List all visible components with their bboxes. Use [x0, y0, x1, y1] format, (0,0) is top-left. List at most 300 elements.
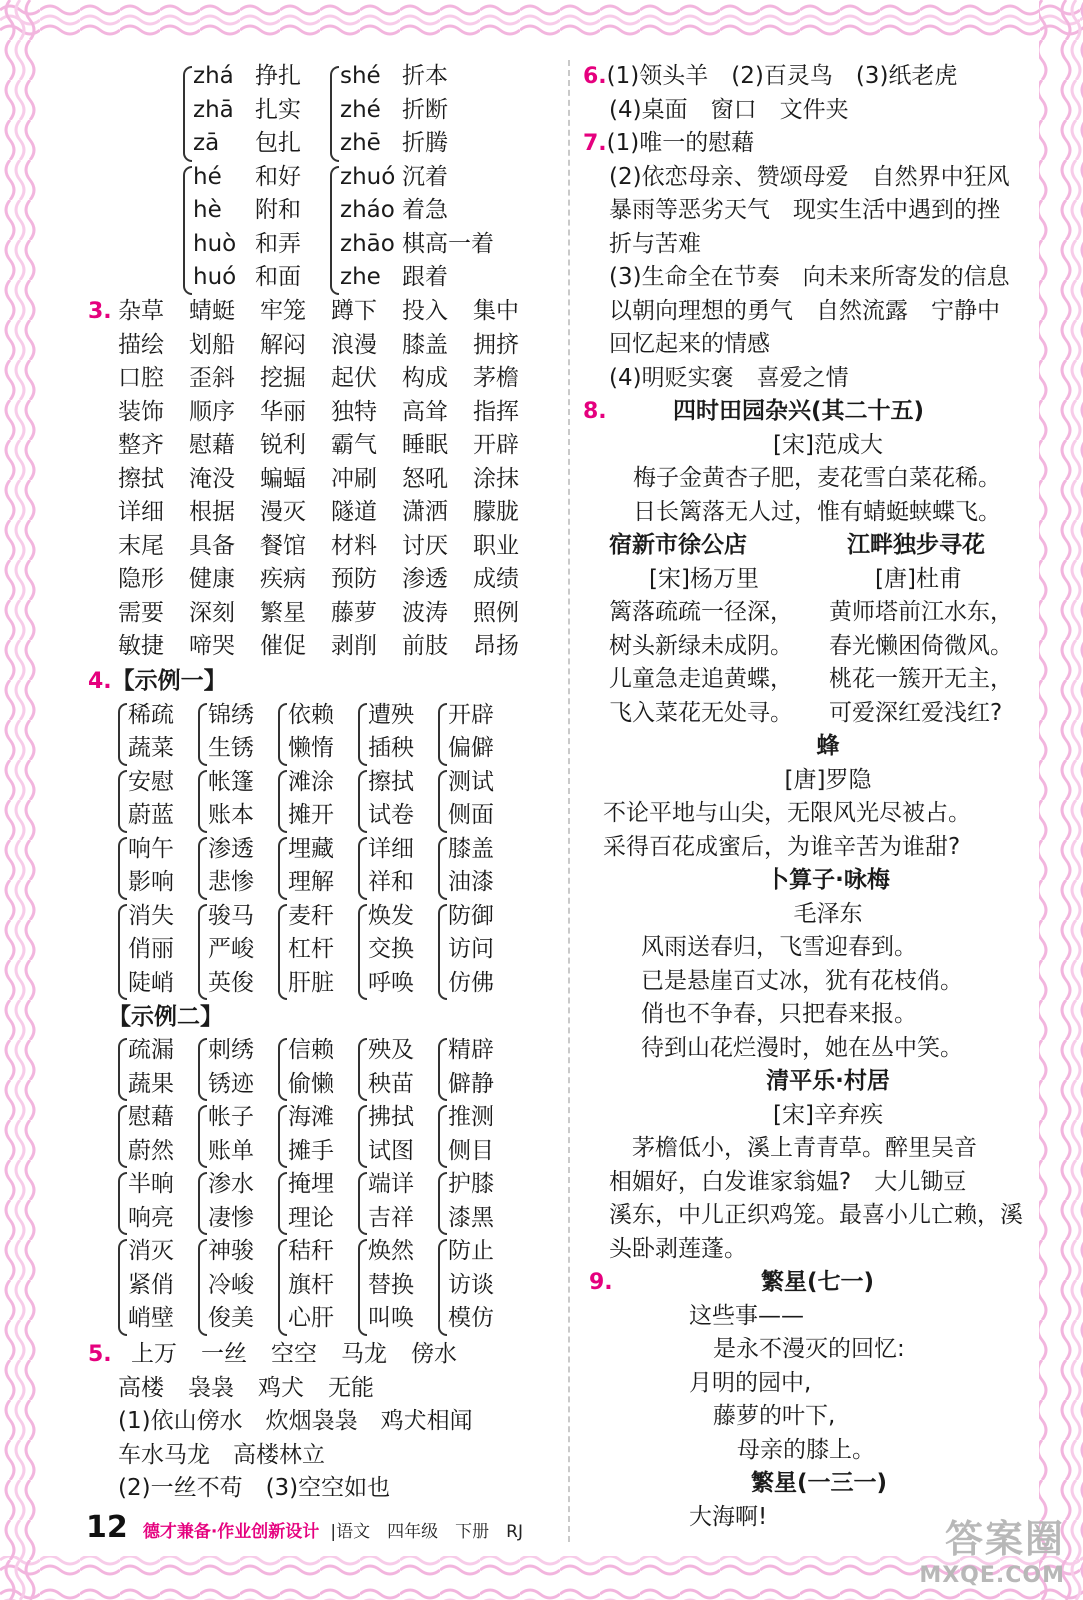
brace — [118, 837, 127, 900]
word-cell: 潇洒 — [402, 499, 448, 525]
word-cell: 涂抹 — [473, 465, 519, 492]
example-one-label: 【示例一】 — [111, 668, 227, 694]
word-cell: 侧面 — [448, 802, 494, 828]
q2-entry — [340, 261, 480, 295]
word-cell: 仿佛 — [448, 969, 494, 996]
word-cell: 锈迹 — [208, 1070, 254, 1097]
word-cell: 投入 — [402, 298, 448, 324]
word-cell: 构成 — [402, 365, 448, 391]
answer-text: 暴雨等恶劣天气 现实生活中遇到的挫 — [609, 197, 1000, 223]
word-cell: 埋藏 — [288, 835, 334, 862]
poem-line: 大海啊! — [689, 1503, 768, 1530]
q7-line — [583, 261, 1053, 295]
q6-line1: (1)领头羊 (2)百灵鸟 (3)纸老虎 — [606, 63, 958, 89]
word-cell: 肝脏 — [288, 969, 334, 996]
poem-line: 可爱深红爱浅红? — [829, 699, 1003, 726]
word-cell: 开辟 — [473, 432, 519, 458]
word-cell: 杂草 — [118, 298, 164, 324]
word-cell: 锦绣 — [208, 701, 254, 728]
word-cell: 指挥 — [473, 398, 519, 425]
word-cell: 茅檐 — [473, 365, 519, 391]
example-two-label: 【示例二】 — [108, 1003, 223, 1030]
poem-line: 这些事—— — [689, 1302, 804, 1329]
word-cell: 蔬果 — [128, 1070, 174, 1097]
word-cell: 凄惨 — [208, 1204, 254, 1231]
word-cell: 膝盖 — [448, 835, 494, 862]
poem-line: 树头新绿未成阴。 — [609, 632, 793, 659]
brace — [358, 1172, 367, 1235]
word-cell: 具备 — [189, 532, 235, 559]
poem-line: 采得百花成蜜后，为谁辛苦为谁甜? — [603, 833, 961, 860]
word-cell: 漫灭 — [260, 499, 306, 525]
question-number: 7. — [583, 131, 607, 156]
word-cell: 账单 — [208, 1137, 254, 1164]
poem-jiang-pan — [829, 529, 1049, 730]
answer-text: (2)依恋母亲、赞颂母爱 自然界中狂风 — [609, 163, 1010, 190]
word-cell: 集中 — [473, 298, 519, 324]
q8-block — [583, 395, 1053, 1266]
right-column — [583, 60, 1053, 1534]
word-cell: 秧苗 — [368, 1070, 414, 1097]
brace — [118, 703, 127, 766]
word: 挣扎 — [255, 63, 301, 89]
q2-entry — [193, 94, 333, 128]
q2-entry — [340, 194, 480, 228]
word-cell: 影响 — [128, 869, 174, 895]
poem-title: 清平乐·村居 — [766, 1068, 890, 1094]
word-cell: 油漆 — [448, 869, 494, 895]
word: 马龙 — [340, 1341, 387, 1367]
brace — [118, 1105, 127, 1168]
brace — [278, 770, 287, 833]
word-cell: 推测 — [448, 1104, 494, 1130]
poem-line: 相媚好，白发谁家翁媪? 大儿锄豆 — [609, 1168, 967, 1195]
poem-line: 日长篱落无人过，惟有蜻蜓蛱蝶飞。 — [633, 498, 1001, 525]
word-cell: 顺序 — [189, 398, 235, 425]
poem-author: [宋]辛弃疾 — [773, 1101, 883, 1128]
pinyin: zhuó — [340, 163, 396, 190]
brace — [118, 1172, 127, 1235]
brace — [438, 770, 447, 833]
brace — [438, 1105, 447, 1168]
word-cell: 深刻 — [189, 599, 235, 626]
poem-line: 春光懒困倚微风。 — [829, 632, 1013, 659]
word-cell: 疏漏 — [128, 1037, 174, 1063]
brace — [198, 1239, 207, 1336]
word: 和面 — [255, 264, 301, 290]
poem-line: 头卧剥莲蓬。 — [609, 1235, 747, 1262]
word-cell: 骏马 — [208, 902, 254, 929]
word-cell: 祥和 — [368, 869, 414, 895]
page-footer — [86, 1508, 523, 1548]
poem-line: 待到山花烂漫时，她在丛中笑。 — [641, 1034, 963, 1061]
q2-entry — [340, 94, 480, 128]
poem-line: 藤萝的叶下, — [713, 1403, 836, 1429]
word-cell: 访谈 — [448, 1271, 494, 1298]
word-cell: 啼哭 — [189, 633, 235, 659]
brace — [278, 1105, 287, 1168]
pinyin: hè — [193, 197, 222, 223]
two-poems — [583, 529, 1053, 730]
word-cell: 理论 — [288, 1204, 334, 1231]
word-cell: 依赖 — [288, 701, 334, 728]
word-cell: 偏僻 — [448, 735, 494, 761]
word-cell: 精辟 — [448, 1037, 494, 1063]
word: 一丝 — [200, 1341, 247, 1367]
q6-line2: (4)桌面 窗口 文件夹 — [609, 96, 849, 123]
poem-line: 儿童急走追黄蝶， — [609, 666, 793, 692]
q2-entry — [340, 127, 480, 161]
q2-entry — [193, 228, 333, 262]
word-cell: 划船 — [189, 331, 235, 358]
word-cell: 藤萝 — [331, 599, 377, 626]
question-number: 6. — [583, 64, 607, 89]
word: 鸡犬 — [258, 1374, 304, 1401]
word-cell: 插秧 — [368, 735, 414, 761]
q2-entry — [193, 127, 333, 161]
word-cell: 悲惨 — [208, 869, 254, 895]
word: 折本 — [402, 63, 448, 89]
word-cell: 僻静 — [448, 1070, 494, 1097]
word-cell: 麦秆 — [288, 902, 334, 929]
word-cell: 掩埋 — [288, 1171, 334, 1197]
q2-entry — [193, 161, 333, 195]
word-cell: 开辟 — [448, 701, 494, 728]
word-cell: 膝盖 — [402, 331, 448, 358]
answer-text: 回忆起来的情感 — [609, 331, 770, 357]
word-cell: 蝙蝠 — [260, 465, 306, 492]
brace — [358, 904, 367, 1001]
word-cell: 英俊 — [208, 969, 254, 996]
brace — [198, 1172, 207, 1235]
word: 无能 — [328, 1374, 374, 1401]
word-cell: 渗透 — [402, 566, 448, 592]
word-cell: 呼唤 — [368, 969, 414, 996]
word-cell: 淹没 — [189, 465, 235, 492]
q2-entry — [193, 194, 333, 228]
word-cell: 生锈 — [208, 735, 254, 761]
poem-title: 卜算子·咏梅 — [766, 867, 890, 893]
word-cell: 材料 — [331, 532, 377, 559]
word-cell: 霸气 — [331, 432, 377, 458]
poem-line: 俏也不争春，只把春来报。 — [641, 1001, 917, 1027]
brace — [278, 1038, 287, 1101]
word-cell: 神骏 — [208, 1238, 254, 1264]
word-cell: 吉祥 — [368, 1204, 414, 1231]
watermark-line1: 答案圈 — [944, 1517, 1065, 1561]
column-divider — [568, 60, 570, 1542]
word-cell: 冷峻 — [208, 1271, 254, 1298]
watermark — [919, 1508, 1065, 1588]
word-cell: 隧道 — [331, 499, 377, 525]
word: 包扎 — [255, 130, 301, 156]
word-cell: 蔚蓝 — [128, 802, 174, 828]
brace — [198, 1038, 207, 1101]
q5-line5: (2)一丝不苟 (3)空空如也 — [118, 1475, 391, 1501]
poem-line: 桃花一簇开无主， — [829, 666, 1013, 692]
word: 折腾 — [402, 130, 448, 156]
pinyin: hé — [193, 163, 222, 190]
brace — [198, 703, 207, 766]
poem-line: 篱落疏疏一径深， — [609, 599, 793, 625]
word-cell: 敏捷 — [118, 633, 164, 659]
word-cell: 口腔 — [118, 365, 164, 391]
q2-entry — [340, 60, 480, 94]
word-cell: 擦拭 — [368, 768, 414, 795]
word-cell: 旗杆 — [288, 1271, 334, 1298]
word-cell: 华丽 — [260, 398, 306, 425]
word-cell: 防御 — [448, 902, 494, 929]
word-cell: 整齐 — [118, 432, 164, 458]
word-cell: 滩涂 — [288, 768, 334, 795]
word: 空空 — [270, 1341, 317, 1367]
poem-line: 母亲的膝上。 — [737, 1436, 875, 1463]
brace — [358, 1105, 367, 1168]
poem-line: 风雨送春归，飞雪迎春到。 — [641, 934, 917, 960]
brace — [438, 1239, 447, 1336]
word: 扎实 — [255, 96, 301, 123]
poem-title: 四时田园杂兴(其二十五) — [673, 398, 925, 424]
answer-text: (3)生命全在节奏 向未来所寄发的信息 — [609, 264, 1010, 290]
book-info: |语文 四年级 下册 RJ — [330, 1522, 523, 1542]
word-cell: 半晌 — [128, 1171, 174, 1197]
brace — [438, 1038, 447, 1101]
word-cell: 账本 — [208, 802, 254, 828]
word-cell: 摊手 — [288, 1137, 334, 1164]
word-cell: 严峻 — [208, 936, 254, 962]
word-cell: 稀疏 — [128, 701, 174, 728]
word-cell: 叫唤 — [368, 1305, 414, 1331]
brace — [438, 837, 447, 900]
poem-author: [唐]杜甫 — [875, 565, 962, 592]
word-cell: 消失 — [128, 902, 174, 929]
word-cell: 催促 — [260, 633, 306, 659]
poem-title: 江畔独步寻花 — [847, 532, 985, 558]
brace — [438, 703, 447, 766]
word-cell: 慰藉 — [128, 1104, 174, 1130]
word-cell: 冲刷 — [331, 465, 377, 492]
q5-line3: (1)依山傍水 炊烟袅袅 鸡犬相闻 — [118, 1408, 473, 1434]
poem-line: 已是悬崖百丈冰，犹有花枝俏。 — [641, 967, 963, 994]
word-cell: 响亮 — [128, 1204, 174, 1231]
word: 高楼 — [118, 1374, 164, 1401]
word-cell: 端详 — [368, 1171, 414, 1197]
q5-line4: 车水马龙 高楼林立 — [118, 1441, 325, 1468]
word-cell: 昂扬 — [473, 633, 519, 659]
brace — [198, 837, 207, 900]
brace — [278, 904, 287, 1001]
word-cell: 刺绣 — [208, 1037, 254, 1063]
word-cell: 健康 — [189, 566, 235, 592]
word-cell: 独特 — [331, 398, 377, 425]
word-cell: 响午 — [128, 835, 174, 862]
word-cell: 挖掘 — [260, 365, 306, 391]
pinyin: huó — [193, 264, 237, 290]
brace — [198, 904, 207, 1001]
word: 袅袅 — [188, 1374, 234, 1401]
word-cell: 照例 — [473, 599, 519, 626]
word-cell: 需要 — [118, 599, 164, 626]
word-cell: 护膝 — [448, 1171, 494, 1197]
word-cell: 蜻蜓 — [189, 298, 235, 324]
question-number: 4. — [88, 669, 112, 694]
answer-text: (1)唯一的慰藉 — [606, 130, 755, 156]
word-cell: 解闷 — [260, 331, 306, 358]
poem-title: 繁星(一三一) — [751, 1470, 888, 1496]
pinyin: zhá — [193, 63, 234, 89]
poem-author: 毛泽东 — [793, 900, 863, 927]
brace — [278, 1239, 287, 1336]
poem-author: [宋]范成大 — [773, 431, 883, 458]
word-cell: 焕然 — [368, 1238, 414, 1264]
word-cell: 前肢 — [402, 633, 448, 659]
word-cell: 波涛 — [402, 599, 448, 626]
word-cell: 懒惰 — [288, 735, 334, 761]
word-cell: 海滩 — [288, 1104, 334, 1130]
pinyin: zhāo — [340, 230, 395, 257]
word-cell: 起伏 — [331, 365, 377, 391]
word-cell: 末尾 — [118, 532, 164, 559]
word-cell: 朦胧 — [473, 499, 519, 525]
word-cell: 俊美 — [208, 1305, 254, 1331]
word-cell: 浪漫 — [331, 331, 377, 358]
word-cell: 替换 — [368, 1271, 414, 1298]
brace — [438, 1172, 447, 1235]
brace — [278, 1172, 287, 1235]
q2-entry — [193, 261, 333, 295]
word-cell: 详细 — [118, 499, 164, 525]
poem-line: 飞入菜花无处寻。 — [609, 699, 793, 726]
word-cell: 歪斜 — [189, 365, 235, 391]
pinyin: zā — [193, 130, 220, 156]
poem-line: 不论平地与山尖，无限风光尽被占。 — [603, 800, 971, 826]
word-cell: 餐馆 — [260, 532, 306, 559]
brace — [198, 770, 207, 833]
word-cell: 蔚然 — [128, 1137, 174, 1164]
poem-line: 溪东，中儿正织鸡笼。最喜小儿亡赖，溪 — [609, 1202, 1023, 1228]
word-cell: 蹲下 — [331, 298, 377, 324]
word-cell: 杠杆 — [288, 936, 334, 962]
word: 傍水 — [410, 1341, 457, 1367]
word-cell: 消灭 — [128, 1238, 174, 1264]
q7-line — [583, 161, 1053, 195]
answer-text: 折与苦难 — [609, 230, 701, 257]
brace — [118, 1038, 127, 1101]
q7-block — [583, 127, 1053, 395]
brace — [358, 703, 367, 766]
word: 附和 — [255, 197, 301, 223]
page-number: 12 — [86, 1510, 128, 1545]
word-cell: 渗透 — [208, 835, 254, 862]
brace — [118, 904, 127, 1001]
poem-author: [唐]罗隐 — [784, 766, 872, 793]
q2-block — [88, 60, 548, 295]
brace — [183, 166, 192, 295]
brace — [358, 1239, 367, 1336]
word-cell: 帐篷 — [208, 768, 254, 795]
word-cell: 擦拭 — [118, 465, 164, 492]
q7-line — [583, 362, 1053, 396]
word-cell: 秸秆 — [288, 1238, 334, 1264]
word-cell: 拥挤 — [473, 331, 519, 358]
word-cell: 成绩 — [473, 566, 519, 592]
word-cell: 锐利 — [260, 432, 306, 458]
word-cell: 侧目 — [448, 1137, 494, 1164]
q5-block — [88, 1338, 548, 1506]
left-column — [88, 60, 548, 1506]
word: 棋高一着 — [402, 230, 494, 257]
word-cell: 摊开 — [288, 802, 334, 828]
brace — [198, 1105, 207, 1168]
word-cell: 描绘 — [118, 331, 164, 358]
q4-block — [88, 665, 548, 1338]
brace — [118, 770, 127, 833]
q7-line — [583, 328, 1053, 362]
word-cell: 遭殃 — [368, 701, 414, 728]
word-cell: 剥削 — [331, 633, 377, 659]
q9-block — [583, 1266, 1053, 1534]
word-cell: 紧俏 — [128, 1271, 174, 1298]
word-cell: 陡峭 — [128, 969, 174, 996]
question-number: 8. — [583, 399, 607, 424]
word-cell: 怒吼 — [402, 465, 448, 492]
book-title: 德才兼备·作业创新设计 — [142, 1522, 320, 1542]
poem-line: 黄师塔前江水东， — [829, 599, 1013, 625]
question-number: 9. — [589, 1270, 613, 1295]
word-cell: 隐形 — [118, 566, 164, 592]
word-cell: 预防 — [331, 566, 377, 592]
question-number: 5. — [88, 1342, 112, 1367]
word: 和弄 — [255, 230, 301, 257]
q2-entry — [193, 60, 333, 94]
word-cell: 理解 — [288, 869, 334, 895]
q2-entry — [340, 228, 494, 262]
poem-title: 蜂 — [816, 733, 840, 759]
answer-page — [78, 60, 1053, 1540]
word-cell: 测试 — [448, 768, 494, 795]
word-cell: 牢笼 — [260, 298, 306, 324]
word: 沉着 — [402, 163, 448, 190]
word-cell: 拂拭 — [368, 1104, 414, 1130]
word-cell: 俏丽 — [128, 936, 174, 962]
poem-line: 是永不漫灭的回忆: — [713, 1336, 905, 1362]
brace — [358, 1038, 367, 1101]
q7-line — [583, 228, 1053, 262]
word-cell: 试卷 — [368, 802, 414, 828]
word-cell: 职业 — [473, 532, 519, 559]
word: 和好 — [255, 163, 301, 190]
word-cell: 慰藉 — [189, 432, 235, 458]
poem-line: 茅檐低小，溪上青青草。醉里吴音 — [609, 1135, 977, 1161]
poem-su-xin-shi — [609, 529, 829, 730]
word-cell: 交换 — [368, 936, 414, 962]
word-cell: 模仿 — [448, 1305, 494, 1331]
word-cell: 漆黑 — [448, 1204, 494, 1231]
poem-line: 月明的园中, — [689, 1369, 812, 1396]
pinyin: zhē — [340, 130, 381, 156]
word: 上万 — [130, 1341, 177, 1367]
word-cell: 信赖 — [288, 1037, 334, 1063]
pinyin: zhé — [340, 96, 381, 123]
brace — [118, 1239, 127, 1336]
pinyin: shé — [340, 63, 381, 89]
word-cell: 访问 — [448, 936, 494, 962]
brace — [278, 703, 287, 766]
pinyin: zhā — [193, 96, 234, 123]
poem-line: 梅子金黄杏子肥，麦花雪白菜花稀。 — [633, 465, 1001, 491]
word-cell: 蔬菜 — [128, 735, 174, 761]
word: 着急 — [402, 197, 448, 223]
